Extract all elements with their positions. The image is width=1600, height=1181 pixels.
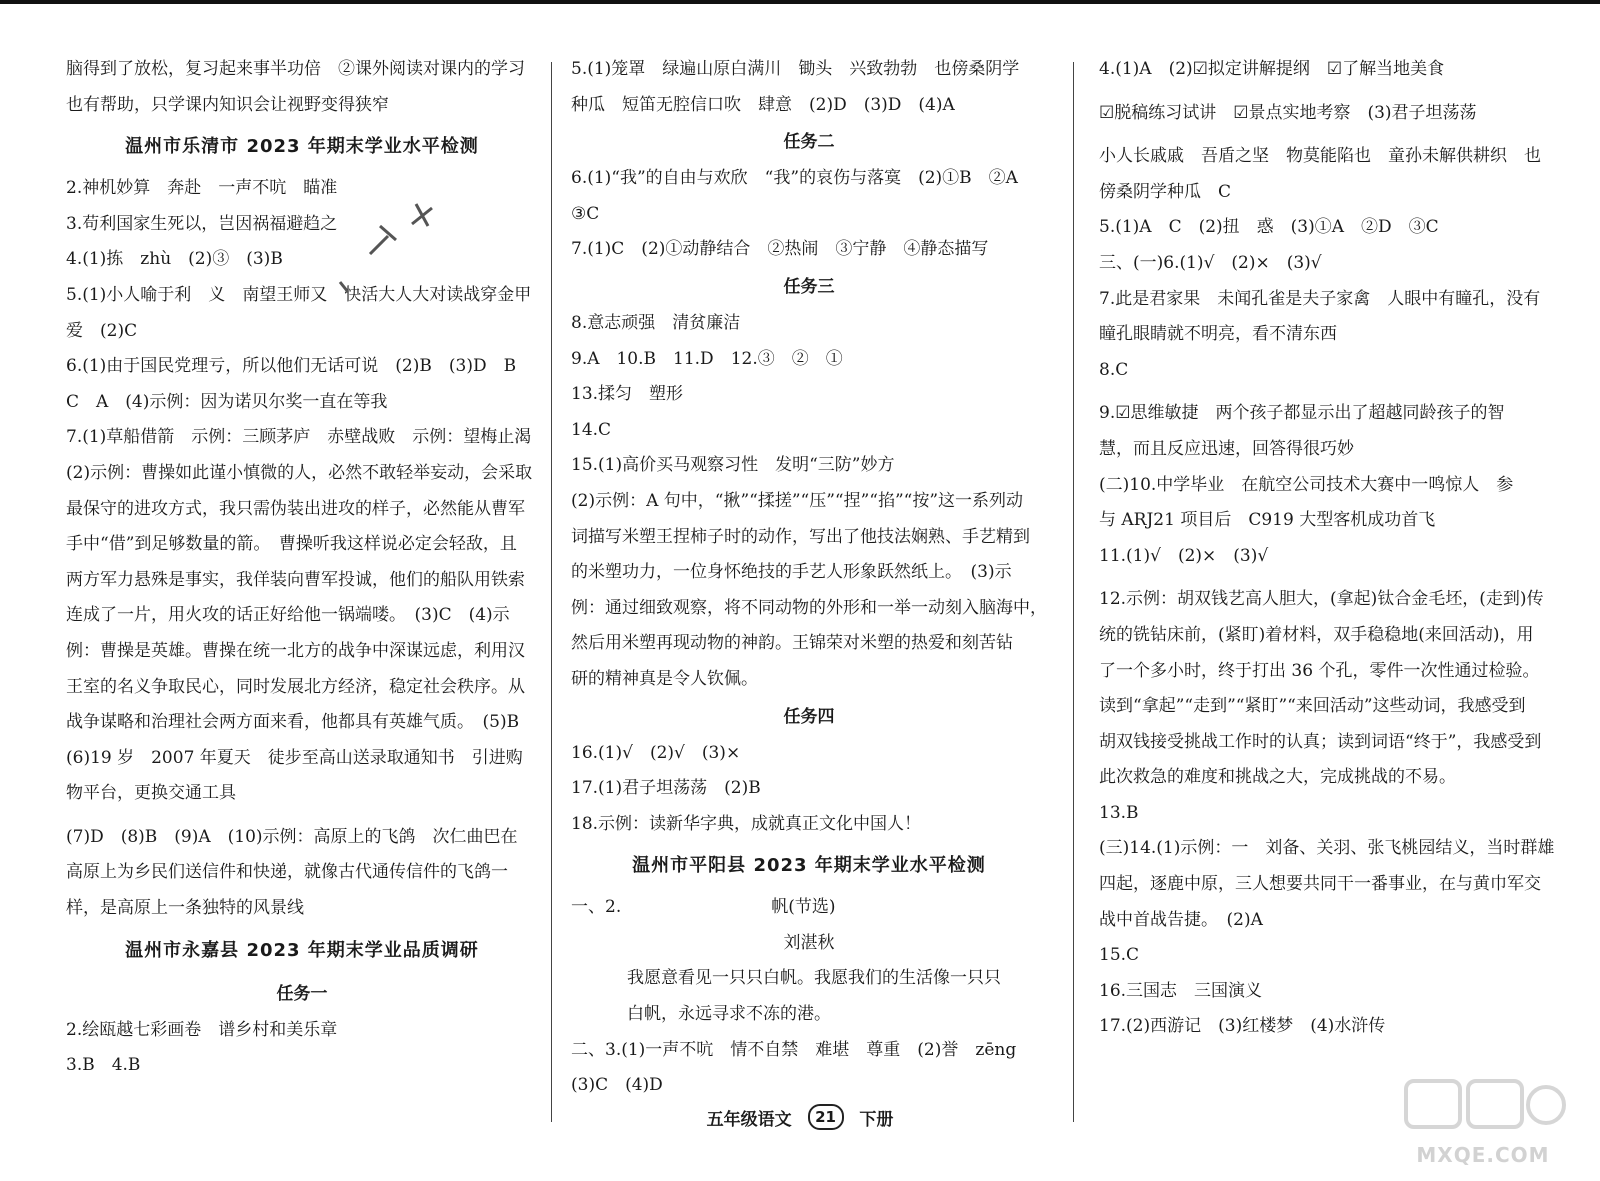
answer-line: 5.(1)笼罩 绿遍山原白满川 锄头 兴致勃勃 也傍桑阴学 — [571, 59, 1020, 79]
answer-line: 物平台，更换交通工具 — [66, 783, 236, 804]
answer-line: 战中首战告捷。 (2)A — [1099, 909, 1263, 930]
section-title: 温州市平阳县 2023 年期末学业水平检测 — [632, 855, 986, 877]
answer-line: 17.(1)君子坦荡荡 (2)B — [571, 778, 761, 799]
answer-line: 4.(1)A (2)☑拟定讲解提纲 ☑了解当地美食 — [1099, 59, 1445, 79]
answer-line: 18.示例：读新华字典，成就真正文化中国人！ — [571, 813, 922, 834]
column-middle — [571, 52, 1047, 1104]
answer-line: 13.揉匀 塑形 — [571, 384, 684, 405]
section-title: 温州市永嘉县 2023 年期末学业品质调研 — [125, 939, 479, 961]
answer-book-logo-icon — [1398, 1075, 1568, 1141]
poem-title: 帆(节选) — [771, 897, 836, 918]
answer-number: 一、2. — [571, 897, 622, 918]
task-heading: 任务四 — [783, 706, 835, 727]
answer-line: 12.示例：胡双钱艺高人胆大，(拿起)钛合金毛坯，(走到)传 — [1099, 589, 1544, 610]
answer-line: 15.(1)高价买马观察习性 发明“三防”妙方 — [571, 455, 895, 476]
task-heading: 任务三 — [783, 276, 835, 297]
task-heading: 任务二 — [783, 132, 835, 153]
watermark-text: MXQE.COM — [1416, 1143, 1550, 1167]
answer-line: 2.神机妙算 奔赴 一声不吭 瞄准 — [66, 178, 338, 199]
column-right — [1099, 52, 1554, 1045]
answer-line: 例：曹操是英雄。曹操在统一北方的战争中深谋远虑，利用汉 — [66, 640, 525, 661]
answer-line — [571, 890, 1047, 926]
answer-line: ③C — [571, 203, 600, 224]
watermark — [1398, 1075, 1568, 1167]
answer-line: 傍桑阴学种瓜 C — [1099, 181, 1232, 202]
answer-line: 16.(1)√ (2)√ (3)× — [571, 742, 741, 763]
footer-grade: 五年级语文 — [706, 1109, 792, 1130]
answer-line: 6.(1)“我”的自由与欢欣 “我”的哀伤与落寞 (2)①B ②A — [571, 168, 1018, 189]
answer-line: (6)19 岁 2007 年夏天 徒步至高山送录取通知书 引进购 — [66, 747, 523, 768]
answer-line: 2.绘瓯越七彩画卷 谱乡村和美乐章 — [66, 1019, 338, 1040]
answer-line: 6.(1)由于国民党理亏，所以他们无话可说 (2)B (3)D B — [66, 356, 517, 377]
answer-line: 战争谋略和治理社会两方面来看，他都具有英雄气质。 (5)B — [66, 712, 520, 733]
answer-line: 7.(1)C (2)①动静结合 ②热闹 ③宁静 ④静态描写 — [571, 239, 989, 260]
answer-line: 14.C — [571, 419, 612, 440]
answer-line: 三、(一)6.(1)√ (2)× (3)√ — [1099, 252, 1322, 273]
answer-line: 然后用米塑再现动物的神韵。王锦荣对米塑的热爱和刻苦钻 — [571, 633, 1013, 654]
answer-line: 3.B 4.B — [66, 1055, 141, 1076]
column-divider — [1073, 62, 1074, 1122]
answer-line: 胡双钱接受挑战工作时的认真；读到词语“终于”，我感受到 — [1099, 731, 1542, 752]
answer-line: 5.(1)A C (2)扭 惑 (3)①A ②D ③C — [1099, 217, 1439, 238]
answer-line: 8.C — [1099, 359, 1129, 380]
answer-line: 连成了一片，用火攻的话正好给他一锅端喽。 (3)C (4)示 — [66, 605, 510, 626]
answer-line: 二、3.(1)一声不吭 情不自禁 难堪 尊重 (2)誉 zēng — [571, 1039, 1017, 1060]
answer-line: 小人长戚戚 吾盾之坚 物莫能陷也 童孙未解供耕织 也 — [1099, 146, 1541, 167]
answer-line: 最保守的进攻方式，我只需伪装出进攻的样子，必然能从曹军 — [66, 498, 525, 519]
answer-line: 也有帮助，只学课内知识会让视野变得狭窄 — [66, 94, 389, 115]
answer-line: ☑脱稿练习试讲 ☑景点实地考察 (3)君子坦荡荡 — [1099, 102, 1477, 123]
answer-line: 9.☑思维敏捷 两个孩子都显示出了超越同龄孩子的智 — [1099, 403, 1505, 424]
answer-line: 9.A 10.B 11.D 12.③ ② ① — [571, 348, 843, 369]
answer-line: 13.B — [1099, 802, 1139, 823]
poem-line: 我愿意看见一只只白帆。我愿我们的生活像一只只 — [627, 968, 1001, 989]
page-footer — [0, 1104, 1600, 1130]
answer-line: 11.(1)√ (2)× (3)√ — [1099, 545, 1269, 566]
answer-line: 脑得到了放松，复习起来事半功倍 ②课外阅读对课内的学习 — [66, 59, 525, 79]
answer-line: 8.意志顽强 清贫廉洁 — [571, 312, 741, 333]
answer-line: 种瓜 短笛无腔信口吹 肆意 (2)D (3)D (4)A — [571, 94, 955, 115]
answer-line: 17.(2)西游记 (3)红楼梦 (4)水浒传 — [1099, 1016, 1386, 1037]
poem-author: 刘湛秋 — [783, 932, 835, 953]
answer-line: 手中“借”到足够数量的箭。 曹操听我这样说必定会轻敌，且 — [66, 534, 517, 555]
answer-line: 的米塑功力，一位身怀绝技的手艺人形象跃然纸上。 (3)示 — [571, 562, 1012, 583]
answer-line: (2)示例：A 句中，“揪”“揉搓”“压”“捏”“掐”“按”这一系列动 — [571, 490, 1024, 511]
answer-line: 7.(1)草船借箭 示例：三顾茅庐 赤壁战败 示例：望梅止渴 — [66, 427, 532, 448]
answer-line: 王室的名义争取民心，同时发展北方经济，稳定社会秩序。从 — [66, 676, 525, 697]
answer-line: 5.(1)小人喻于利 义 南望王师又 快活大人大对读战穿金甲 — [66, 284, 532, 305]
answer-line: 例：通过细致观察，将不同动物的外形和一举一动刻入脑海中， — [571, 597, 1047, 618]
task-heading: 任务一 — [276, 983, 328, 1004]
answer-line: C A (4)示例：因为诺贝尔奖一直在等我 — [66, 391, 388, 412]
answer-line: (2)示例：曹操如此谨小慎微的人，必然不敢轻举妄动，会采取 — [66, 462, 533, 483]
answer-line: 4.(1)拣 zhù (2)③ (3)B — [66, 249, 283, 270]
answer-line: 读到“拿起”“走到”“紧盯”“来回活动”这些动词，我感受到 — [1099, 696, 1526, 717]
answer-line: 16.三国志 三国演义 — [1099, 980, 1263, 1001]
answer-line: 词描写米塑王捏柿子时的动作，写出了他技法娴熟、手艺精到 — [571, 526, 1030, 547]
answer-line: (三)14.(1)示例：一 刘备、关羽、张飞桃园结义，当时群雄 — [1099, 838, 1554, 859]
answer-line: (7)D (8)B (9)A (10)示例：高原上的飞鸽 次仁曲巴在 — [66, 826, 518, 847]
answer-line: 15.C — [1099, 945, 1140, 966]
answer-line: 研的精神真是令人钦佩。 — [571, 668, 758, 689]
answer-line: 3.苟利国家生死以，岂因祸福避趋之 — [66, 213, 338, 234]
answer-line: 此次救急的难度和挑战之大，完成挑战的不易。 — [1099, 767, 1456, 788]
answer-line: 7.此是君家果 未闻孔雀是夫子家禽 人眼中有瞳孔，没有 — [1099, 288, 1541, 309]
column-divider — [551, 62, 552, 1122]
handwriting-scribble — [300, 196, 450, 316]
footer-volume: 下册 — [859, 1109, 894, 1130]
answer-line: (二)10.中学毕业 在航空公司技术大赛中一鸣惊人 参 — [1099, 474, 1514, 495]
section-title: 温州市乐清市 2023 年期末学业水平检测 — [125, 136, 479, 158]
answer-line: (3)C (4)D — [571, 1075, 663, 1096]
answer-line: 瞳孔眼睛就不明亮，看不清东西 — [1099, 324, 1337, 345]
answer-line: 四起，逐鹿中原，三人想要共同干一番事业，在与黄巾军交 — [1099, 874, 1541, 895]
answer-line: 爱 (2)C — [66, 320, 138, 341]
answer-line: 两方军力悬殊是事实，我佯装向曹军投诚，他们的船队用铁索 — [66, 569, 525, 590]
top-border — [0, 0, 1600, 4]
answer-line: 了一个多小时，终于打出 36 个孔，零件一次性通过检验。 — [1099, 660, 1540, 681]
answer-line: 高原上为乡民们送信件和快递，就像古代通传信件的飞鸽一 — [66, 862, 508, 883]
poem-line: 白帆，永远寻求不冻的港。 — [627, 1004, 831, 1025]
page-number: 21 — [808, 1104, 844, 1130]
answer-line: 样，是高原上一条独特的风景线 — [66, 898, 304, 919]
answer-line: 与 ARJ21 项目后 C919 大型客机成功首飞 — [1099, 510, 1436, 531]
answer-line: 统的铣钻床前，(紧盯)着材料，双手稳稳地(来回活动)，用 — [1099, 624, 1534, 645]
answer-line: 慧，而且反应迅速，回答得很巧妙 — [1099, 438, 1354, 459]
